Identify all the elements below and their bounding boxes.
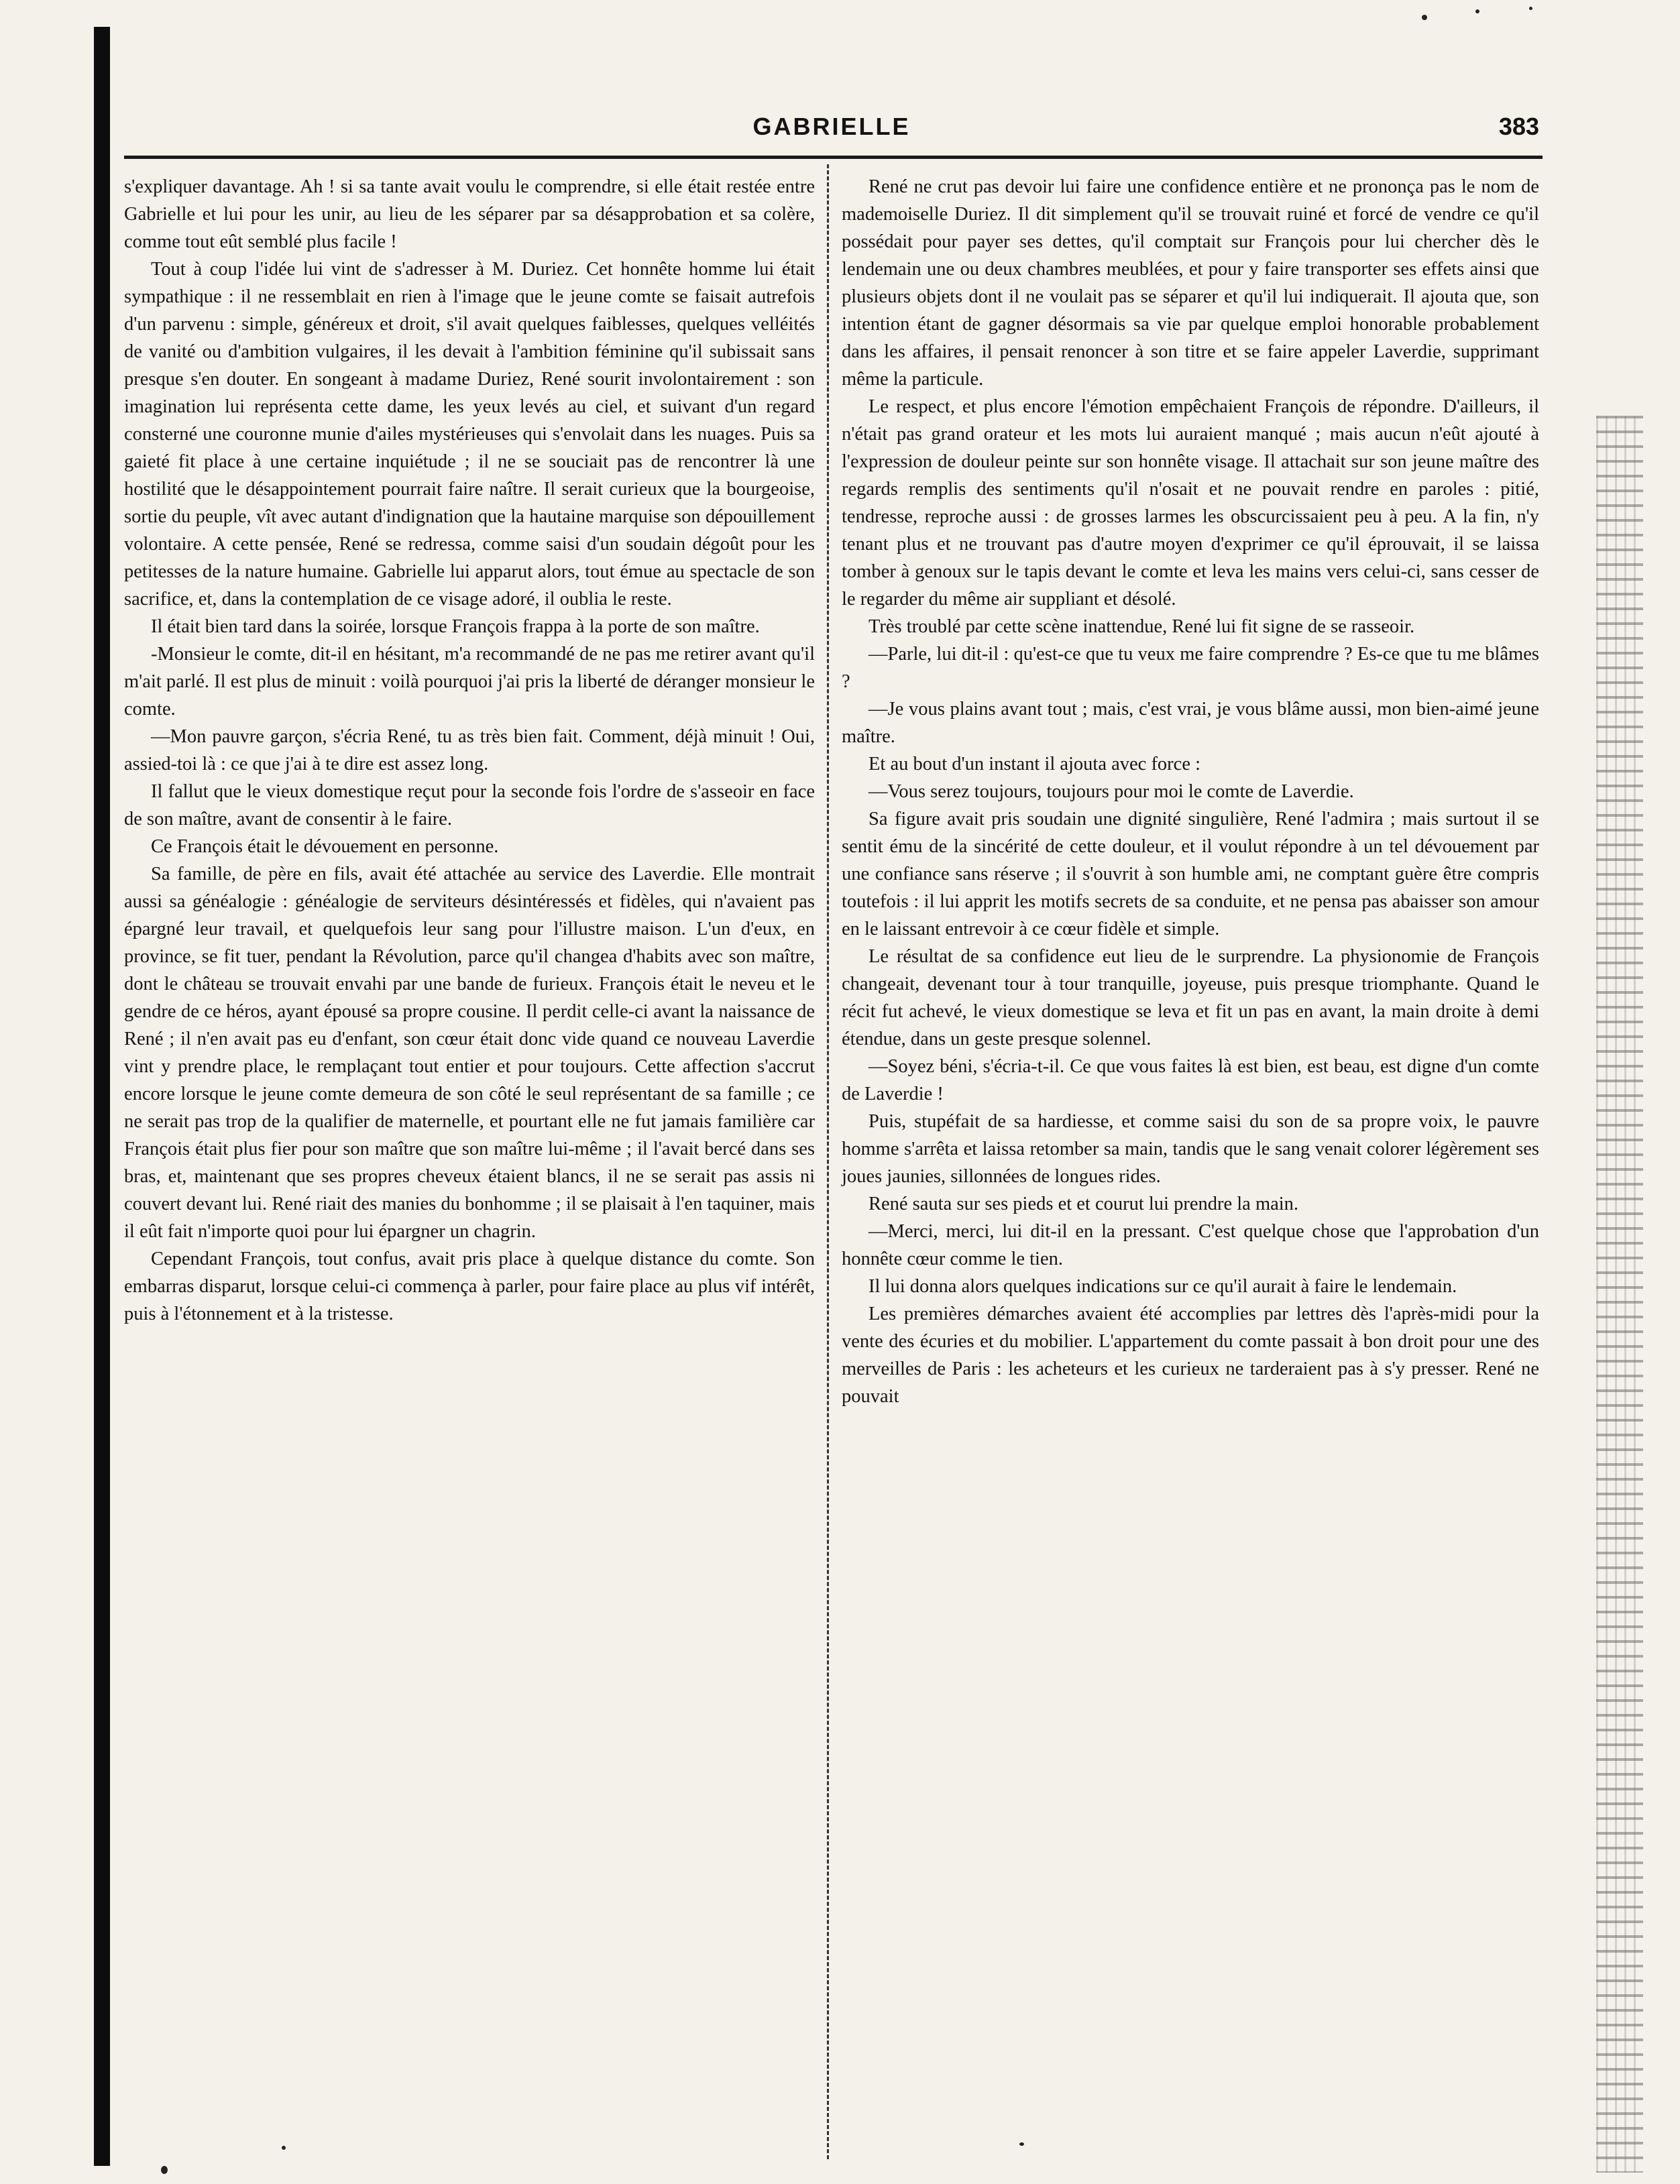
scan-speck: [282, 2146, 286, 2150]
paragraph: —Mon pauvre garçon, s'écria René, tu as très bien fait. Comment, déjà minuit ! Oui, assied-toi là : ce que j'ai à te dire est assez long.: [124, 726, 815, 774]
header-rule: [124, 156, 1543, 159]
scan-speck: [161, 2166, 168, 2174]
page-number: 383: [1498, 113, 1539, 140]
running-header: [124, 113, 1539, 153]
paragraph: René sauta sur ses pieds et et courut lui prendre la main.: [869, 1194, 1299, 1214]
paragraph: Ce François était le dévouement en personne.: [151, 836, 499, 857]
paragraph: —Soyez béni, s'écria-t-il. Ce que vous faites là est bien, est beau, est digne d'un comte de Laverdie !: [842, 1056, 1539, 1104]
paragraph: René ne crut pas devoir lui faire une confidence entière et ne prononça pas le nom de mademoiselle Duriez. Il dit simplement qu'il se trouvait ruiné et forcé de vendre ce qu'il possédait pour payer ses dettes, qu'il comptait sur François pour lui chercher dès le lendemain une ou deux chambres meublées, et pour y faire transporter ses effets ainsi que plusieurs objets dont il ne voulait pas se séparer et qu'il lui indiquerait. Il ajouta que, son intention étant de gagner désormais sa vie par quelque emploi honorable probablement dans les affaires, il pensait renoncer à son titre et se faire appeler Laverdie, supprimant même la particule.: [842, 176, 1539, 390]
left-column: [124, 173, 815, 1328]
paragraph: —Je vous plains avant tout ; mais, c'est vrai, je vous blâme aussi, mon bien-aimé jeune maître.: [842, 699, 1539, 747]
running-title: GABRIELLE: [752, 113, 911, 140]
paragraph: s'expliquer davantage. Ah ! si sa tante avait voulu le comprendre, si elle était restée entre Gabrielle et lui pour les unir, au lieu de les séparer par sa désapprobation et sa colère, comme tout eût semblé plus facile !: [124, 176, 815, 252]
scan-binding-edge: [94, 27, 110, 2166]
right-column: [842, 173, 1539, 1410]
paragraph: Il était bien tard dans la soirée, lorsque François frappa à la porte de son maître.: [151, 616, 760, 637]
scan-speck: [1475, 9, 1479, 13]
paragraph: Sa famille, de père en fils, avait été attachée au service des Laverdie. Elle montrait aussi sa généalogie : généalogie de serviteurs désintéressés et fidèles, qui n'avaient pas épargné leur travail, et quelquefois leur sang pour l'illustre maison. L'un d'eux, en province, se fit tuer, pendant la Révolution, parce qu'il changea d'habits avec son maître, dont le château se trouvait envahi par une bande de furieux. François était le neveu et le gendre de ce héros, ayant épousé sa propre cousine. Il perdit celle-ci avant la naissance de René ; il n'en avait pas eu d'enfant, son cœur était donc vide quand ce nouveau Laverdie vint y prendre place, le remplaçant tout entier et pour toujours. Cette affection s'accrut encore lorsque le jeune comte demeura de son côté le seul représentant de sa famille ; ce ne serait pas trop de la qualifier de maternelle, et pourtant elle ne fut jamais familière car François était plus fier pour son maître que son maître lui-même ; il l'avait bercé dans ses bras, et, maintenant que ses propres cheveux étaient blancs, il ne se serait pas assis ni couvert devant lui. René riait des manies du bonhomme ; il se plaisait à l'en taquiner, mais il eût fait n'importe quoi pour lui épargner un chagrin.: [124, 864, 815, 1242]
paragraph: Sa figure avait pris soudain une dignité singulière, René l'admira ; mais surtout il se sentit ému de la sincérité de cette douleur, et il voulut répondre à un tel dévouement par une confiance sans réserve ; il s'ouvrit à son humble ami, ne comptant guère être compris toutefois : il lui apprit les motifs secrets de sa conduite, et ne pensa pas abaisser son amour en le laissant entrevoir à ce cœur fidèle et simple.: [842, 809, 1539, 939]
paragraph: Le résultat de sa confidence eut lieu de le surprendre. La physionomie de François changeait, devenant tour à tour tranquille, joyeuse, puis presque triomphante. Quand le récit fut achevé, le vieux domestique se leva et fit un pas en avant, la main droite à demi étendue, dans un geste presque solennel.: [842, 946, 1539, 1049]
paragraph: —Vous serez toujours, toujours pour moi le comte de Laverdie.: [869, 781, 1354, 802]
paragraph: Cependant François, tout confus, avait pris place à quelque distance du comte. Son embarras disparut, lorsque celui-ci commença à parler, pour faire place au plus vif intérêt, puis à l'étonnement et à la tristesse.: [124, 1249, 815, 1324]
paragraph: Et au bout d'un instant il ajouta avec force :: [869, 754, 1201, 774]
scan-speck: [1019, 2142, 1024, 2146]
paragraph: —Merci, merci, lui dit-il en la pressant. C'est quelque chose que l'approbation d'un honnête cœur comme le tien.: [842, 1221, 1539, 1269]
scan-speck: [1529, 7, 1532, 10]
paragraph: Très troublé par cette scène inattendue, René lui fit signe de se rasseoir.: [869, 616, 1415, 637]
paragraph: Tout à coup l'idée lui vint de s'adresser à M. Duriez. Cet honnête homme lui était sympathique : il ne ressemblait en rien à l'image que le jeune comte se faisait autrefois d'un parvenu : simple, généreux et droit, s'il avait quelques faiblesses, quelques velléités de vanité ou d'ambition vulgaires, il les devait à l'ambition féminine qu'il subissait sans presque s'en douter. En songeant à madame Duriez, René sourit involontairement : son imagination lui représenta cette dame, les yeux levés au ciel, et suivant d'un regard consterné une couronne munie d'ailes mystérieuses qui s'envolait dans les nuages. Puis sa gaieté fit place à une certaine inquiétude ; il ne se souciait pas de rencontrer là une hostilité que le désappointement pourrait faire naître. Il serait curieux que la bourgeoise, sortie du peuple, vît avec autant d'indignation que la hautaine marquise son dépouillement volontaire. A cette pensée, René se redressa, comme saisi d'un soudain dégoût pour les petitesses de la nature humaine. Gabrielle lui apparut alors, tout émue au spectacle de son sacrifice, et, dans la contemplation de ce visage adoré, il oublia le reste.: [124, 259, 815, 610]
paragraph: Les premières démarches avaient été accomplies par lettres dès l'après-midi pour la vente des écuries et du mobilier. L'appartement du comte passait à bon droit pour une des merveilles de Paris : les acheteurs et les curieux ne tarderaient pas à s'y presser. René ne pouvait: [842, 1304, 1539, 1407]
scan-noise-edge: [1596, 416, 1643, 2173]
paragraph: —Parle, lui dit-il : qu'est-ce que tu veux me faire comprendre ? Es-ce que tu me blâmes ?: [842, 644, 1539, 692]
paragraph: Il lui donna alors quelques indications sur ce qu'il aurait à faire le lendemain.: [869, 1276, 1457, 1297]
scan-speck: [1422, 15, 1427, 20]
paragraph: -Monsieur le comte, dit-il en hésitant, m'a recommandé de ne pas me retirer avant qu'il m'ait parlé. Il est plus de minuit : voilà pourquoi j'ai pris la liberté de déranger monsieur le comte.: [124, 644, 815, 720]
paragraph: Puis, stupéfait de sa hardiesse, et comme saisi du son de sa propre voix, le pauvre homme s'arrêta et laissa retomber sa main, tandis que le sang venait colorer légèrement ses joues jaunies, sillonnées de longues rides.: [842, 1111, 1539, 1187]
paragraph: Le respect, et plus encore l'émotion empêchaient François de répondre. D'ailleurs, il n'était pas grand orateur et les mots lui auraient manqué ; mais aucun n'eût ajouté à l'expression de douleur peinte sur son honnête visage. Il attachait sur son jeune maître des regards remplis des sentiments qu'il n'osait et ne pouvait rendre en paroles : pitié, tendresse, reproche aussi : de grosses larmes les obscurcissaient peu à peu. A la fin, n'y tenant plus et ne trouvant pas d'autre moyen d'exprimer ce qu'il éprouvait, il se laissa tomber à genoux sur le tapis devant le comte et leva les mains vers celui-ci, sans cesser de le regarder du même air suppliant et désolé.: [842, 396, 1539, 610]
paragraph: Il fallut que le vieux domestique reçut pour la seconde fois l'ordre de s'asseoir en face de son maître, avant de consentir à le faire.: [124, 781, 815, 829]
column-divider: [827, 164, 829, 2159]
